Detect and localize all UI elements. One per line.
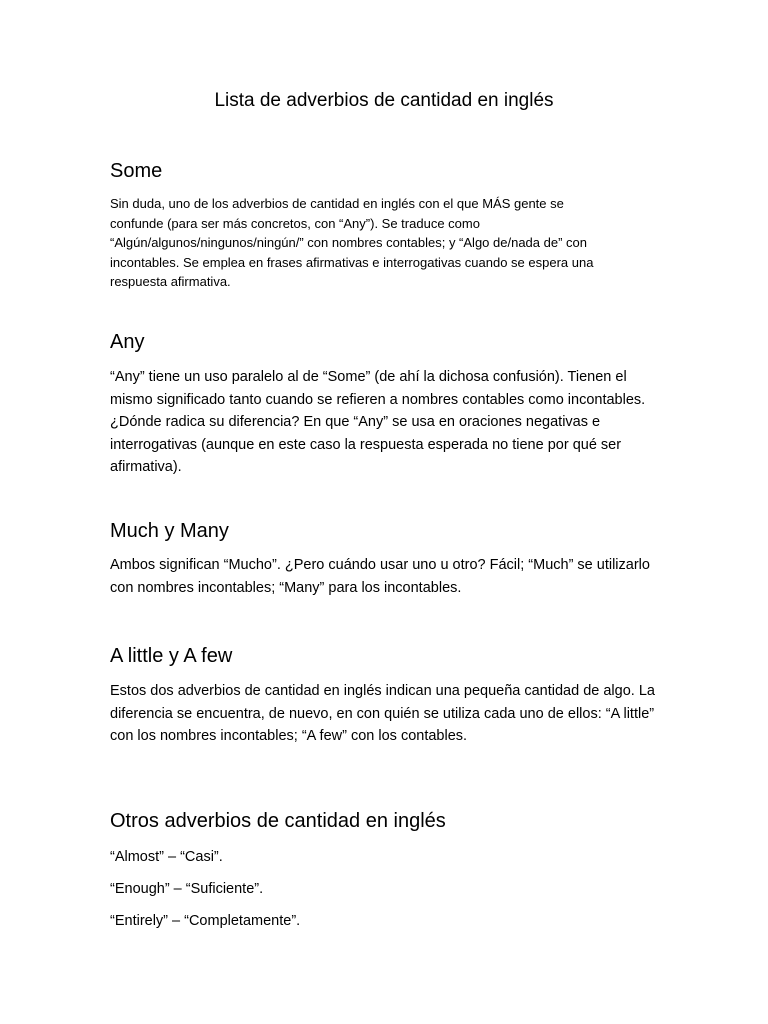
section-paragraph-any: “Any” tiene un uso paralelo al de “Some” (de ahí la dichosa confusión). Tienen el mismo significado tanto cuando se refieren a nombres contables como incontables. ¿Dónde radica su diferencia? En que “Any” se usa en oraciones negativas e interrogativas (aunque en este caso la respuesta esperada no tiene por qué ser afirmativa). — [110, 369, 646, 475]
section-heading-others: Otros adverbios de cantidad en inglés — [110, 810, 446, 832]
list-item-enough: “Enough” – “Suficiente”. — [110, 881, 264, 897]
section-heading-some: Some — [110, 160, 163, 182]
section-paragraph-some: Sin duda, uno de los adverbios de cantidad en inglés con el que MÁS gente se confunde (para ser más concretos, con “Any”). Se traduce como “Algún/algunos/ningunos/ningún/” con nombres contables; y “Algo de/nada de” con incontables. Se emplea en frases afirmativas e interrogativas cuando se espera una respuesta afirmativa. — [110, 196, 594, 290]
section-paragraph-little-few: Estos dos adverbios de cantidad en inglés indican una pequeña cantidad de algo. La diferencia se encuentra, de nuevo, en con quién se utiliza cada uno de ellos: “A little” con los nombres incontables; “A few” con los contables. — [110, 683, 655, 744]
list-item-entirely: “Entirely” – “Completamente”. — [110, 913, 301, 929]
list-item-almost: “Almost” – “Casi”. — [110, 849, 223, 865]
section-heading-much-many: Much y Many — [110, 520, 229, 542]
section-paragraph-much-many: Ambos significan “Mucho”. ¿Pero cuándo usar uno u otro? Fácil; “Much” se utilizarlo con nombres incontables; “Many” para los incontables. — [110, 557, 650, 596]
section-heading-any: Any — [110, 331, 145, 353]
document-title: Lista de adverbios de cantidad en inglés — [214, 90, 554, 111]
section-heading-little-few: A little y A few — [110, 645, 233, 667]
